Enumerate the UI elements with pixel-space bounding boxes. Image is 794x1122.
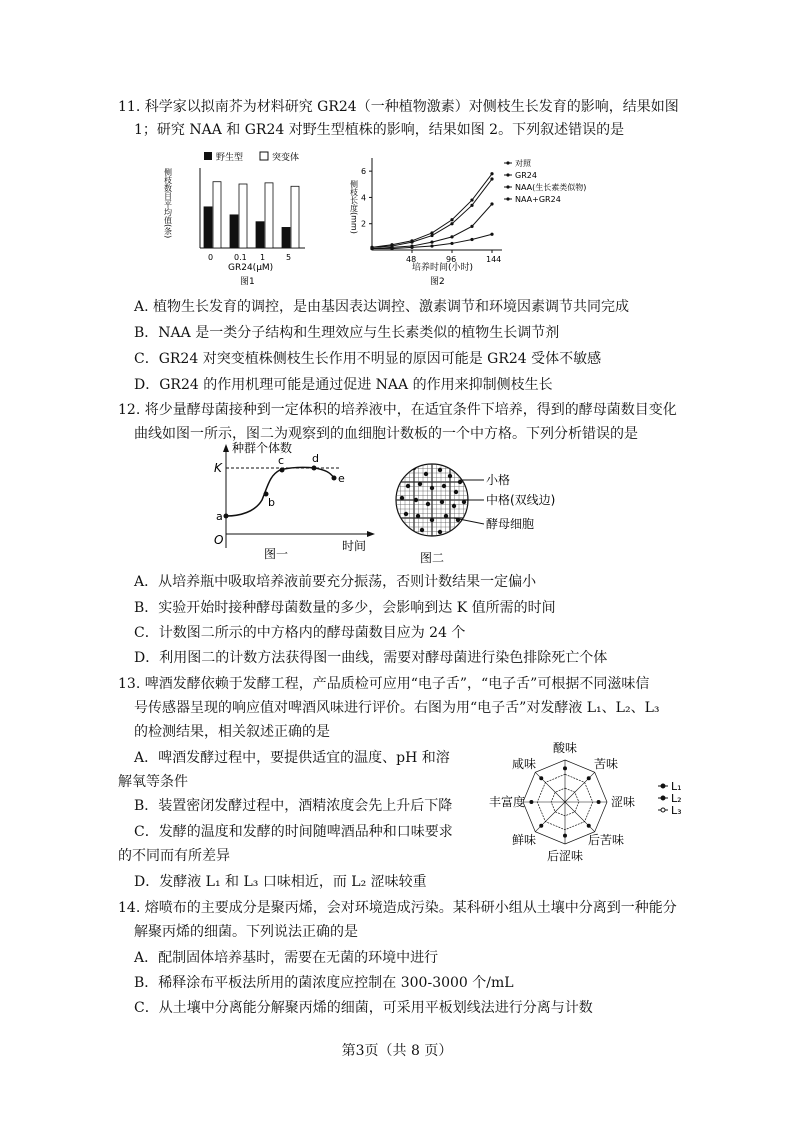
radar-axis-label-4: 后涩味 bbox=[546, 849, 584, 863]
figB-yeast-cell-4 bbox=[448, 474, 452, 478]
figure-1-bar-chart bbox=[160, 148, 310, 288]
radar-axis-label-6: 丰富度 bbox=[488, 795, 526, 809]
fig1-title: 图1 bbox=[240, 277, 255, 287]
q14-option-c: C．从土壤中分离能分解聚丙烯的细菌，可采用平板划线法进行分离与计数 bbox=[134, 1000, 593, 1016]
figure-one-growth-curve bbox=[210, 440, 380, 565]
fig2-legend-marker-2 bbox=[506, 185, 509, 188]
fig2-point-3-2 bbox=[410, 246, 413, 249]
q13-stem-line1: 13. 啤酒发酵依赖于发酵工程，产品质检可应用“电子舌”，“电子舌”可根据不同滋味信 bbox=[118, 676, 650, 692]
radar-legend-label-0: L₁ bbox=[671, 780, 682, 793]
fig2-legend-marker-1 bbox=[506, 173, 509, 176]
legend-label-mutant: 突变体 bbox=[272, 153, 300, 163]
figA-title: 图一 bbox=[264, 547, 289, 561]
radar-spoke-3 bbox=[565, 802, 595, 832]
figB-yeast-cell-10 bbox=[454, 490, 458, 494]
q14-stem-line2: 解聚丙烯的细菌。下列说法正确的是 bbox=[134, 924, 358, 940]
figB-yeast-cell-14 bbox=[440, 500, 444, 504]
fig2-point-3-5 bbox=[470, 238, 473, 241]
q12-stem-line1: 12. 将少量酵母菌接种到一定体积的培养液中，在适宜条件下培养，得到的酵母菌数目变化 bbox=[118, 402, 677, 418]
fig1-xtick-2: 1 bbox=[260, 253, 266, 262]
figB-yeast-cell-22 bbox=[420, 528, 424, 532]
figB-title: 图二 bbox=[420, 551, 445, 565]
figB-yeast-cell-7 bbox=[418, 482, 422, 486]
fig2-xtick-2: 144 bbox=[486, 255, 502, 264]
figA-point-e bbox=[332, 476, 337, 481]
fig2-point-1-3 bbox=[430, 234, 433, 237]
fig1-xtick-3: 5 bbox=[286, 253, 292, 262]
q12-option-d: D．利用图二的计数方法获得图一曲线，需要对酵母菌进行染色排除死亡个体 bbox=[134, 650, 608, 666]
fig1-bar-mutant-0 bbox=[213, 182, 221, 248]
q11-option-a: A. 植物生长发育的调控，是由基因表达调控、激素调节和环境因素调节共同完成 bbox=[134, 299, 630, 315]
fig2-point-1-5 bbox=[470, 204, 473, 207]
radar-marker-7 bbox=[539, 776, 543, 780]
fig1-bar-wildtype-0 bbox=[204, 207, 212, 248]
radar-legend-marker-1 bbox=[661, 796, 665, 800]
radar-spoke-7 bbox=[535, 772, 565, 802]
fig2-title: 图2 bbox=[430, 277, 445, 287]
figB-yeast-cell-13 bbox=[426, 502, 430, 506]
fig2-xlabel: 培养时间(小时) bbox=[412, 263, 474, 273]
q11-option-b: B．NAA 是一类分子结构和生理效应与生长素类似的植物生长调节剂 bbox=[134, 325, 560, 341]
fig2-point-1-2 bbox=[410, 241, 413, 244]
q13-option-c-line1: C．发酵的温度和发酵的时间随啤酒品种和口味要求 bbox=[134, 824, 453, 840]
fig1-legend bbox=[204, 151, 299, 163]
figA-point-d bbox=[312, 466, 317, 471]
q13-stem-line3: 的检测结果，相关叙述正确的是 bbox=[134, 724, 330, 740]
fig2-legend-label-0: 对照 bbox=[515, 159, 531, 168]
fig2-point-2-4 bbox=[450, 235, 453, 238]
figA-origin: O bbox=[214, 533, 224, 547]
radar-spoke-5 bbox=[535, 802, 565, 832]
fig2-legend-label-3: NAA+GR24 bbox=[515, 195, 561, 204]
fig1-xtick-1: 0.1 bbox=[234, 253, 247, 262]
figA-y-arrow bbox=[223, 444, 229, 452]
fig2-xtick-1: 96 bbox=[446, 255, 457, 264]
q14-stem-line1: 14. 熔喷布的主要成分是聚丙烯，会对环境造成污染。某科研小组从土壤中分离到一种能分 bbox=[118, 900, 677, 916]
figB-yeast-cell-15 bbox=[452, 504, 456, 508]
figB-yeast-cell-2 bbox=[424, 472, 428, 476]
radar-marker-6 bbox=[529, 800, 533, 804]
fig2-point-2-3 bbox=[430, 241, 433, 244]
legend-swatch-mutant bbox=[260, 152, 268, 160]
radar-marker-3 bbox=[587, 824, 591, 828]
fig2-legend-label-1: GR24 bbox=[515, 171, 537, 180]
figA-label-e: e bbox=[338, 472, 345, 485]
fig1-bar-mutant-1 bbox=[239, 184, 247, 248]
q13-option-b: B．装置密闭发酵过程中，酒精浓度会先上升后下降 bbox=[134, 798, 453, 814]
fig2-point-0-4 bbox=[450, 218, 453, 221]
q11-stem-line2: 1；研究 NAA 和 GR24 对野生型植株的影响，结果如图 2。下列叙述错误的是 bbox=[134, 122, 625, 138]
q12-option-c: C．计数图二所示的中方格内的酵母菌数目应为 24 个 bbox=[134, 625, 466, 641]
fig2-point-3-3 bbox=[430, 244, 433, 247]
figB-yeast-cell-8 bbox=[430, 486, 434, 490]
fig2-point-3-0 bbox=[370, 247, 373, 250]
fig2-point-3-1 bbox=[390, 247, 393, 250]
figA-curve bbox=[226, 467, 334, 516]
q11-option-d: D．GR24 的作用机理可能是通过促进 NAA 的作用来抑制侧枝生长 bbox=[134, 377, 553, 393]
q14-option-b: B．稀释涂布平板法所用的菌浓度应控制在 300-3000 个/mL bbox=[134, 975, 514, 991]
radar-legend-marker-2 bbox=[661, 808, 665, 812]
figA-label-a: a bbox=[216, 510, 223, 523]
fig2-xtick-0: 48 bbox=[406, 255, 417, 264]
legend-swatch-wildtype bbox=[204, 152, 212, 160]
q13-option-d: D．发酵液 L₁ 和 L₃ 口味相近，而 L₂ 涩味较重 bbox=[134, 874, 427, 890]
fig2-point-2-6 bbox=[490, 202, 493, 205]
radar-axis-label-7: 咸味 bbox=[511, 756, 536, 771]
fig1-bar-wildtype-2 bbox=[256, 222, 264, 248]
fig1-xlabel: GR24(μM) bbox=[228, 263, 274, 273]
radar-marker-2 bbox=[597, 800, 601, 804]
q13-stem-line2: 号传感器呈现的响应值对啤酒风味进行评价。右图为用“电子舌”对发酵液 L₁、L₂、L₃ bbox=[134, 700, 660, 716]
q13-option-c-line2: 的不同而有所差异 bbox=[118, 848, 230, 864]
figA-xlabel: 时间 bbox=[342, 539, 367, 553]
fig1-bar-wildtype-1 bbox=[230, 215, 238, 248]
figB-yeast-cell-23 bbox=[438, 530, 442, 534]
radar-chart bbox=[470, 738, 700, 868]
q11-stem-line1: 11. 科学家以拟南芥为材料研究 GR24（一种植物激素）对侧枝生长发育的影响，结果如图 bbox=[118, 99, 679, 115]
figA-ylabel: 种群个体数 bbox=[232, 441, 293, 455]
radar-axis-label-3: 后苦味 bbox=[588, 833, 625, 848]
fig1-bar-mutant-2 bbox=[265, 183, 273, 248]
figB-yeast-cell-3 bbox=[438, 468, 442, 472]
fig2-point-2-5 bbox=[470, 225, 473, 228]
figB-yeast-cell-20 bbox=[444, 514, 448, 518]
radar-marker-4 bbox=[563, 834, 567, 838]
fig2-point-0-6 bbox=[490, 172, 493, 175]
fig2-ytick-2: 6 bbox=[361, 167, 367, 177]
fig2-legend-label-2: NAA(生长素类似物) bbox=[515, 183, 587, 192]
figB-yeast-cell-9 bbox=[442, 484, 446, 488]
radar-axis-label-0: 酸味 bbox=[552, 741, 578, 755]
fig2-point-1-6 bbox=[490, 177, 493, 180]
q11-option-c: C．GR24 对突变植株侧枝生长作用不明显的原因可能是 GR24 受体不敏感 bbox=[134, 351, 602, 367]
figB-label-cell: 酵母细胞 bbox=[486, 517, 535, 531]
fig1-ylabel: 侧枝数目平均值(条) bbox=[163, 168, 173, 239]
fig2-point-3-4 bbox=[450, 242, 453, 245]
q12-option-b: B．实验开始时接种酵母菌数量的多少，会影响到达 K 值所需的时间 bbox=[134, 600, 556, 616]
fig2-ytick-0: 2 bbox=[361, 219, 367, 229]
fig2-ytick-1: 4 bbox=[361, 193, 367, 203]
fig2-point-3-6 bbox=[490, 233, 493, 236]
radar-legend-marker-0 bbox=[661, 784, 665, 788]
legend-label-wildtype: 野生型 bbox=[216, 153, 244, 163]
radar-axis-label-1: 苦味 bbox=[594, 756, 619, 771]
figA-point-a bbox=[224, 514, 229, 519]
figA-label-b: b bbox=[268, 496, 275, 509]
figA-K: K bbox=[214, 461, 222, 475]
figure-two-hemocytometer bbox=[392, 458, 582, 568]
fig2-point-1-4 bbox=[450, 222, 453, 225]
figB-yeast-cell-11 bbox=[400, 496, 404, 500]
fig2-legend-marker-0 bbox=[506, 161, 509, 164]
figA-point-c bbox=[280, 468, 285, 473]
radar-marker-0 bbox=[563, 766, 567, 770]
figure-2-line-chart bbox=[349, 140, 587, 290]
q12-stem-line2: 曲线如图一所示，图二为观察到的血细胞计数板的一个中方格。下列分析错误的是 bbox=[134, 426, 638, 442]
figB-yeast-cell-18 bbox=[416, 514, 420, 518]
radar-marker-5 bbox=[539, 824, 543, 828]
figA-label-d: d bbox=[312, 452, 319, 465]
q14-option-a: A．配制固体培养基时，需要在无菌的环境中进行 bbox=[134, 950, 439, 966]
radar-legend-label-2: L₃ bbox=[671, 804, 682, 817]
radar-axis-label-2: 涩味 bbox=[610, 795, 636, 809]
figB-yeast-cell-0 bbox=[402, 470, 406, 474]
radar-spoke-1 bbox=[565, 772, 595, 802]
fig1-xtick-0: 0 bbox=[208, 253, 214, 262]
fig1-bar-mutant-3 bbox=[291, 186, 299, 248]
q13-option-a-line1: A．啤酒发酵过程中，要提供适宜的温度、pH 和溶 bbox=[134, 750, 450, 766]
fig2-legend-marker-3 bbox=[506, 197, 509, 200]
q12-option-a: A．从培养瓶中吸取培养液前要充分振荡，否则计数结果一定偏小 bbox=[134, 574, 537, 590]
figB-yeast-cell-12 bbox=[414, 498, 418, 502]
radar-marker-1 bbox=[587, 776, 591, 780]
page-footer: 第3页（共 8 页） bbox=[341, 1043, 453, 1059]
figA-x-arrow bbox=[367, 531, 375, 537]
q13-option-a-line2: 解氧等条件 bbox=[118, 774, 188, 790]
figB-yeast-cell-6 bbox=[406, 484, 410, 488]
fig2-ylabel: 侧枝长度(mm) bbox=[349, 180, 359, 234]
figB-yeast-cell-17 bbox=[404, 512, 408, 516]
fig2-point-0-5 bbox=[470, 198, 473, 201]
figB-label-mid: 中格(双线边) bbox=[486, 493, 556, 507]
fig1-bar-wildtype-3 bbox=[282, 227, 290, 248]
figA-label-c: c bbox=[278, 454, 285, 467]
figB-label-small: 小格 bbox=[486, 473, 511, 487]
figB-yeast-cell-19 bbox=[430, 518, 434, 522]
radar-legend-label-1: L₂ bbox=[671, 792, 682, 805]
radar-axis-label-5: 鲜味 bbox=[511, 833, 536, 848]
